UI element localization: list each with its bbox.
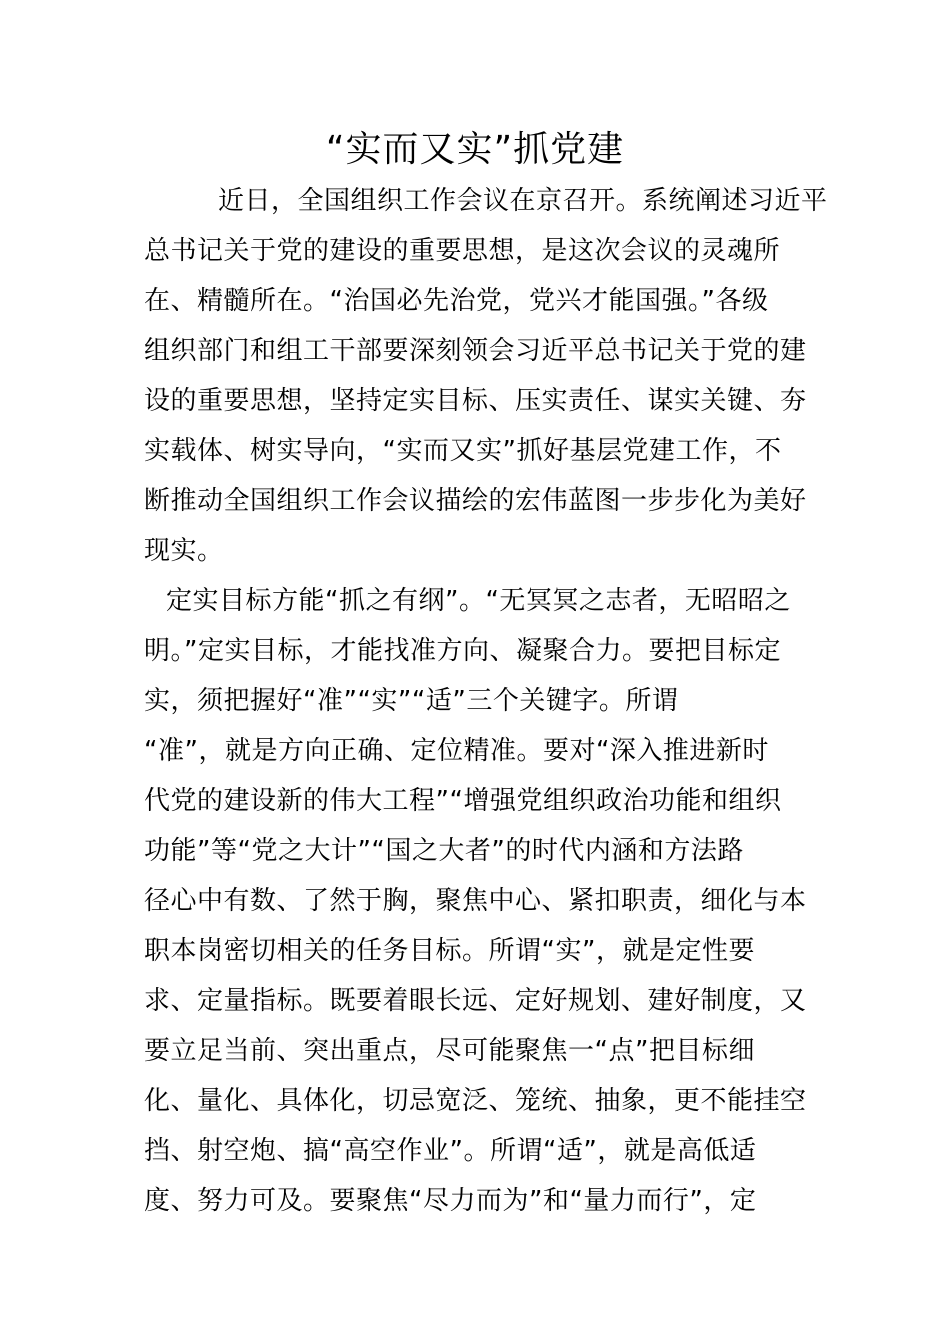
paragraph-line: 定实目标方能“抓之有纲”。“无冥冥之志者，无昭昭之 — [166, 586, 791, 616]
paragraph-line: 断推动全国组织工作会议描绘的宏伟蓝图一步步化为美好 — [144, 486, 807, 516]
paragraph-line: 现实。 — [144, 536, 224, 566]
paragraph-line: 近日，全国组织工作会议在京召开。系统阐述习近平 — [218, 186, 828, 216]
document-title: “实而又实”抓党建 — [325, 129, 625, 170]
paragraph-line: 组织部门和组工干部要深刻领会习近平总书记关于党的建 — [144, 336, 807, 366]
paragraph-line: 在、精髓所在。“治国必先治党，党兴才能国强。”各级 — [144, 286, 769, 316]
paragraph-line: 要立足当前、突出重点，尽可能聚焦一“点”把目标细 — [144, 1036, 755, 1066]
paragraph-line: 设的重要思想，坚持定实目标、压实责任、谋实关键、夯 — [144, 386, 807, 416]
paragraph-line: 径心中有数、了然于胸，聚焦中心、紧扣职责，细化与本 — [144, 886, 807, 916]
paragraph-line: 明。”定实目标，才能找准方向、凝聚合力。要把目标定 — [144, 636, 781, 666]
paragraph-line: 职本岗密切相关的任务目标。所谓“实”，就是定性要 — [144, 936, 755, 966]
document-body — [144, 176, 828, 1226]
paragraph-line: 度、努力可及。要聚焦“尽力而为”和“量力而行”，定 — [144, 1186, 757, 1216]
paragraph-line: 挡、射空炮、搞“高空作业”。所谓“适”，就是高低适 — [144, 1136, 757, 1166]
paragraph-line: 总书记关于党的建设的重要思想，是这次会议的灵魂所 — [144, 236, 781, 266]
paragraph-line: “准”，就是方向正确、定位精准。要对“深入推进新时 — [144, 736, 769, 766]
paragraph-line: 化、量化、具体化，切忌宽泛、笼统、抽象，更不能挂空 — [144, 1086, 807, 1116]
paragraph-line: 实载体、树实导向，“实而又实”抓好基层党建工作，不 — [144, 436, 782, 466]
paragraph-line: 求、定量指标。既要着眼长远、定好规划、建好制度，又 — [144, 986, 807, 1016]
paragraph-line: 功能”等“党之大计”“国之大者”的时代内涵和方法路 — [144, 836, 744, 866]
paragraph-line: 实，须把握好“准”“实”“适”三个关键字。所谓 — [144, 686, 679, 716]
paragraph-line: 代党的建设新的伟大工程”“增强党组织政治功能和组织 — [144, 786, 782, 816]
